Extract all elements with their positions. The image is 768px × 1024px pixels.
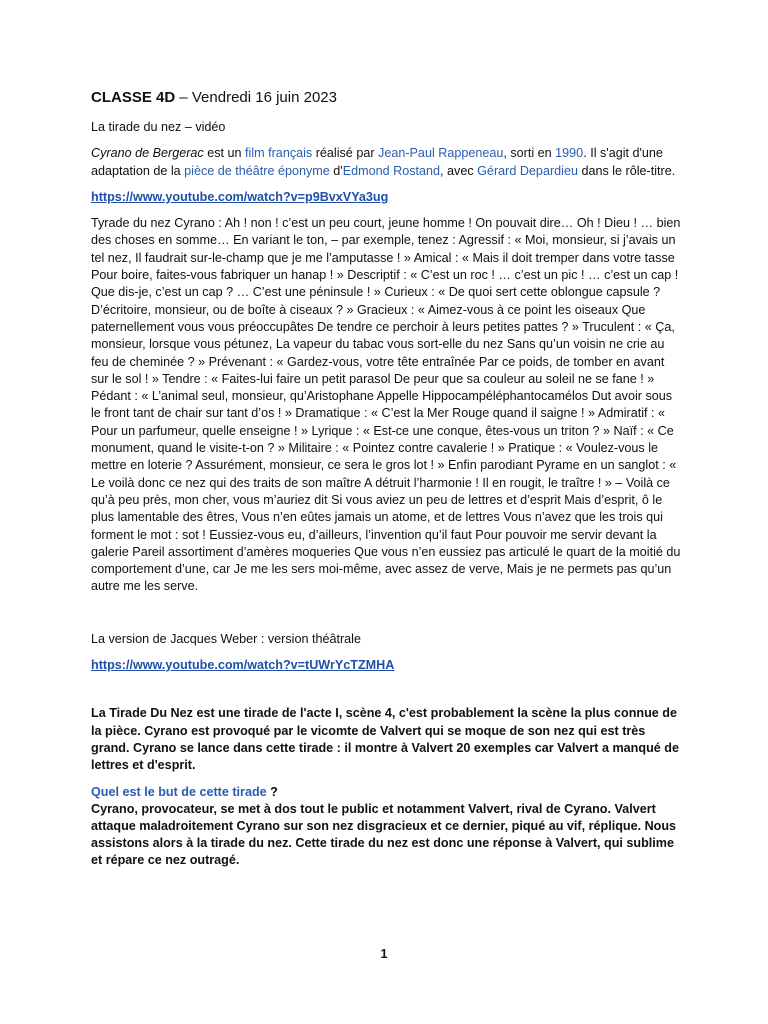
class-label: CLASSE 4D bbox=[91, 89, 176, 106]
section-title-weber: La version de Jacques Weber : version théâtrale bbox=[91, 631, 361, 646]
spacer bbox=[91, 683, 681, 705]
video-link-paragraph bbox=[91, 189, 681, 206]
answer-text: Cyrano, provocateur, se met à dos tout le public et notamment Valvert, rival de Cyrano. Valvert attaque maladroitement Cyrano sur son nez disgracieux et ce dernier, piqué au vif, réplique. Nous assistons alors à la tirade du nez. bbox=[91, 801, 677, 851]
intro-text: réalisé par bbox=[312, 146, 379, 161]
intro-text: est un bbox=[203, 146, 246, 161]
link-director[interactable]: Jean-Paul Rappeneau bbox=[378, 146, 504, 161]
document-heading bbox=[91, 88, 681, 108]
date-label: – Vendredi 16 juin 2023 bbox=[175, 89, 337, 106]
question-text: Quel est le but de cette tirade bbox=[91, 784, 267, 799]
link-film-francais[interactable]: film français bbox=[245, 146, 313, 161]
tirade-description: La Tirade Du Nez est une tirade de l'acte I, scène 4, c'est probablement la scène la plus connue de la pièce. Cyrano est provoqué par le vicomte de Valvert qui se moque de son nez qui est très grand. Cyrano se lance dans cette tirade : il montre à Valvert 20 exemples car Valvert a manqué de lettres et d'esprit. bbox=[91, 706, 679, 773]
answer-paragraph bbox=[91, 801, 681, 870]
question-heading bbox=[91, 784, 681, 801]
intro-text: , sorti en bbox=[503, 146, 556, 161]
link-play[interactable]: pièce de théâtre éponyme bbox=[184, 163, 330, 178]
section-title-video: La tirade du nez – vidéo bbox=[91, 120, 226, 134]
youtube-link-weber[interactable]: https://www.youtube.com/watch?v=tUWrYcTZMHA bbox=[91, 658, 395, 673]
intro-text: d' bbox=[329, 163, 343, 178]
film-title: Cyrano de Bergerac bbox=[91, 146, 204, 161]
video-link-paragraph bbox=[91, 657, 681, 674]
intro-text: . Il s'agit d'une adaptation de la bbox=[91, 146, 663, 178]
intro-text: , avec bbox=[440, 163, 478, 178]
question-mark: ? bbox=[266, 784, 278, 799]
spacer bbox=[91, 605, 681, 631]
link-year[interactable]: 1990 bbox=[555, 146, 584, 161]
link-actor[interactable]: Gérard Depardieu bbox=[477, 163, 578, 178]
page-number: 1 bbox=[380, 947, 388, 961]
link-author[interactable]: Edmond Rostand bbox=[342, 163, 441, 178]
document-content bbox=[91, 88, 681, 879]
film-intro-paragraph bbox=[91, 145, 681, 180]
youtube-link-rappeneau[interactable]: https://www.youtube.com/watch?v=p9BvxVYa3ug bbox=[91, 189, 389, 204]
tirade-text: Tyrade du nez Cyrano : Ah ! non ! c’est un peu court, jeune homme ! On pouvait dire… Oh ! Dieu ! … bien des choses en somme… En variant le ton, – par exemple, tenez : Agressif : « Moi, monsieur, si j’avais un tel nez, Il faudrait sur-le-champ que je me l’amputasse ! » Amical : « Mais il doit tremper dans votre tasse Pour boire, faites-vous fabriquer un hanap ! » Descriptif : « C’est un roc ! … c’est un pic ! … c’est un cap ! Que dis-je, c’est un cap ? … C’est une péninsule ! » Curieux : « De quoi sert cette oblongue capsule ? D’écritoire, monsieur, ou de boîte à ciseaux ? » Gracieux : « Aimez-vous à ce point les oiseaux Que paternellement vous vous préoccupâtes De tendre ce perchoir à leurs petites pattes ? » Truculent : « Ça, monsieur, lorsque vous pétunez, La vapeur du tabac vous sort-elle du nez Sans qu’un voisin ne crie au feu de cheminée ? » Prévenant : « Gardez-vous, votre tête entraînée Par ce poids, de tomber en avant sur le sol ! » Tendre : « Faites-lui faire un petit parasol De peur que sa couleur au soleil ne se fane ! » Pédant : « L’animal seul, monsieur, qu’Aristophane Appelle Hippocampéléphantocamélos Dut avoir sous le front tant de chair sur tant d’os ! » Dramatique : « C’est la Mer Rouge quand il saigne ! » Admiratif : « Pour un parfumeur, quelle enseigne ! » Lyrique : « Est-ce une conque, êtes-vous un triton ? » Naïf : « Ce monument, quand le visite-t-on ? » Militaire : « Pointez contre cavalerie ! » Pratique : « Voulez-vous le mettre en loterie ? Assurément, monsieur, ce sera le gros lot ! » Enfin parodiant Pyrame en un sanglot : « Le voilà donc ce nez qui des traits de son maître A détruit l’harmonie ! Il en rougit, le traître ! » – Voilà ce qu’à peu près, mon cher, vous m’auriez dit Si vous aviez un peu de lettres et d’esprit Mais d’esprit, ô le plus lamentable des êtres, Vous n’en eûtes jamais un atome, et de lettres Vous n’avez que les trois qui forment le mot : sot ! Eussiez-vous eu, d’ailleurs, l’invention qu’il faut Pour pouvoir me servir devant la galerie Pareil assortiment d’amères moqueries Que vous n’en eussiez pas articulé le quart de la moitié du comportement d’une, car Je me les sers moi-même, avec assez de verve, Mais je ne permets pas qu’un autre me les serve. bbox=[91, 216, 681, 594]
answer-conclusion: Cette tirade du nez est donc une réponse à Valvert, qui sublime et répare ce nez outragé. bbox=[91, 836, 674, 868]
intro-text: dans le rôle-titre. bbox=[577, 163, 676, 178]
